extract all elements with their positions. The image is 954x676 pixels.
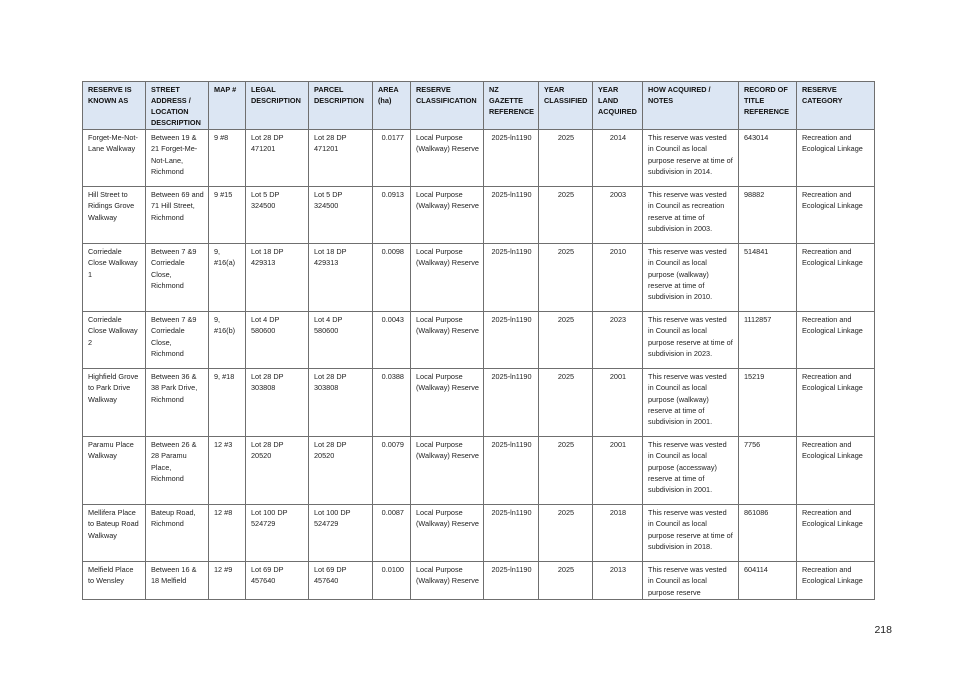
- cell-year-classified: 2025: [539, 505, 593, 562]
- cell-map: 9, #16(a): [209, 244, 246, 312]
- cell-title-reference: 861086: [739, 505, 797, 562]
- cell-how-acquired: This reserve was vested in Council as local purpose reserve at time of subdivision in 2023.: [643, 312, 739, 369]
- cell-year-classified: 2025: [539, 437, 593, 505]
- table-row: [83, 244, 875, 312]
- cell-reserve-name: Highfield Grove to Park Drive Walkway: [83, 369, 146, 437]
- cell-street-address: Between 36 & 38 Park Drive, Richmond: [146, 369, 209, 437]
- cell-reserve-category: Recreation and Ecological Linkage: [797, 437, 875, 505]
- cell-reserve-name: Corriedale Close Walkway 1: [83, 244, 146, 312]
- cell-reserve-name: Hill Street to Ridings Grove Walkway: [83, 187, 146, 244]
- cell-street-address: Between 7 &9 Corriedale Close, Richmond: [146, 244, 209, 312]
- cell-reserve-category: Recreation and Ecological Linkage: [797, 312, 875, 369]
- cell-reserve-classification: Local Purpose (Walkway) Reserve: [411, 244, 484, 312]
- cell-reserve-classification: Local Purpose (Walkway) Reserve: [411, 562, 484, 599]
- cell-gazette-reference: 2025-ln1190: [484, 369, 539, 437]
- cell-area: 0.0098: [373, 244, 411, 312]
- cell-how-acquired: This reserve was vested in Council as local purpose reserve at time of subdivision in 2018.: [643, 505, 739, 562]
- cell-reserve-category: Recreation and Ecological Linkage: [797, 505, 875, 562]
- header-map: MAP #: [209, 82, 246, 130]
- cell-street-address: Between 26 & 28 Paramu Place, Richmond: [146, 437, 209, 505]
- cell-map: 9 #15: [209, 187, 246, 244]
- cell-area: 0.0079: [373, 437, 411, 505]
- cell-title-reference: 514841: [739, 244, 797, 312]
- cell-legal-description: Lot 100 DP 524729: [246, 505, 309, 562]
- cell-parcel-description: Lot 100 DP 524729: [309, 505, 373, 562]
- reserves-table: [82, 81, 875, 600]
- header-reserve-name: RESERVE IS KNOWN AS: [83, 82, 146, 130]
- cell-area: 0.0177: [373, 130, 411, 187]
- cell-street-address: Bateup Road, Richmond: [146, 505, 209, 562]
- table-row: [83, 369, 875, 437]
- cell-legal-description: Lot 28 DP 303808: [246, 369, 309, 437]
- cell-year-acquired: 2013: [593, 562, 643, 599]
- cell-street-address: Between 7 &9 Corriedale Close, Richmond: [146, 312, 209, 369]
- cell-reserve-name: Forget-Me-Not-Lane Walkway: [83, 130, 146, 187]
- cell-legal-description: Lot 69 DP 457640: [246, 562, 309, 599]
- cell-how-acquired: This reserve was vested in Council as local purpose (accessway) reserve at time of subdivision in 2001.: [643, 437, 739, 505]
- cell-year-classified: 2025: [539, 187, 593, 244]
- cell-reserve-category: Recreation and Ecological Linkage: [797, 244, 875, 312]
- cell-street-address: Between 16 & 18 Melfield: [146, 562, 209, 599]
- cell-reserve-category: Recreation and Ecological Linkage: [797, 187, 875, 244]
- cell-parcel-description: Lot 28 DP 20520: [309, 437, 373, 505]
- cell-title-reference: 7756: [739, 437, 797, 505]
- cell-area: 0.0087: [373, 505, 411, 562]
- reserves-table-container: [82, 81, 874, 597]
- table-row: [83, 562, 875, 599]
- cell-legal-description: Lot 18 DP 429313: [246, 244, 309, 312]
- cell-year-classified: 2025: [539, 369, 593, 437]
- cell-gazette-reference: 2025-ln1190: [484, 244, 539, 312]
- cell-map: 9 #8: [209, 130, 246, 187]
- table-row: [83, 130, 875, 187]
- cell-year-acquired: 2018: [593, 505, 643, 562]
- cell-street-address: Between 69 and 71 Hill Street, Richmond: [146, 187, 209, 244]
- cell-gazette-reference: 2025-ln1190: [484, 187, 539, 244]
- cell-title-reference: 1112857: [739, 312, 797, 369]
- cell-reserve-classification: Local Purpose (Walkway) Reserve: [411, 187, 484, 244]
- header-year-classified: YEAR CLASSIFIED: [539, 82, 593, 130]
- cell-parcel-description: Lot 18 DP 429313: [309, 244, 373, 312]
- table-row: [83, 437, 875, 505]
- table-row: [83, 187, 875, 244]
- cell-reserve-classification: Local Purpose (Walkway) Reserve: [411, 505, 484, 562]
- cell-gazette-reference: 2025-ln1190: [484, 505, 539, 562]
- table-row: [83, 312, 875, 369]
- cell-parcel-description: Lot 28 DP 303808: [309, 369, 373, 437]
- header-parcel-description: PARCEL DESCRIPTION: [309, 82, 373, 130]
- cell-title-reference: 604114: [739, 562, 797, 599]
- cell-reserve-classification: Local Purpose (Walkway) Reserve: [411, 130, 484, 187]
- cell-gazette-reference: 2025-ln1190: [484, 312, 539, 369]
- cell-title-reference: 15219: [739, 369, 797, 437]
- cell-area: 0.0913: [373, 187, 411, 244]
- header-reserve-classification: RESERVE CLASSIFICATION: [411, 82, 484, 130]
- cell-map: 12 #9: [209, 562, 246, 599]
- cell-street-address: Between 19 & 21 Forget-Me-Not-Lane, Richmond: [146, 130, 209, 187]
- cell-legal-description: Lot 5 DP 324500: [246, 187, 309, 244]
- cell-legal-description: Lot 4 DP 580600: [246, 312, 309, 369]
- header-gazette-reference: NZ GAZETTE REFERENCE: [484, 82, 539, 130]
- cell-gazette-reference: 2025-ln1190: [484, 562, 539, 599]
- cell-map: 12 #3: [209, 437, 246, 505]
- cell-title-reference: 98882: [739, 187, 797, 244]
- cell-parcel-description: Lot 4 DP 580600: [309, 312, 373, 369]
- cell-how-acquired: This reserve was vested in Council as recreation reserve at time of subdivision in 2003.: [643, 187, 739, 244]
- cell-parcel-description: Lot 69 DP 457640: [309, 562, 373, 599]
- cell-how-acquired: This reserve was vested in Council as local purpose (walkway) reserve at time of subdivision in 2010.: [643, 244, 739, 312]
- header-title-reference: RECORD OF TITLE REFERENCE: [739, 82, 797, 130]
- page-number: 218: [874, 624, 892, 636]
- cell-year-acquired: 2014: [593, 130, 643, 187]
- cell-gazette-reference: 2025-ln1190: [484, 437, 539, 505]
- cell-legal-description: Lot 28 DP 20520: [246, 437, 309, 505]
- cell-parcel-description: Lot 28 DP 471201: [309, 130, 373, 187]
- cell-reserve-category: Recreation and Ecological Linkage: [797, 369, 875, 437]
- header-year-acquired: YEAR LAND ACQUIRED: [593, 82, 643, 130]
- cell-reserve-name: Melfield Place to Wensley: [83, 562, 146, 599]
- cell-map: 9, #18: [209, 369, 246, 437]
- cell-year-classified: 2025: [539, 244, 593, 312]
- cell-title-reference: 643014: [739, 130, 797, 187]
- cell-reserve-name: Corriedale Close Walkway 2: [83, 312, 146, 369]
- cell-map: 9, #16(b): [209, 312, 246, 369]
- cell-year-acquired: 2023: [593, 312, 643, 369]
- cell-reserve-classification: Local Purpose (Walkway) Reserve: [411, 312, 484, 369]
- cell-legal-description: Lot 28 DP 471201: [246, 130, 309, 187]
- cell-year-classified: 2025: [539, 312, 593, 369]
- cell-how-acquired: This reserve was vested in Council as local purpose (walkway) reserve at time of subdivision in 2001.: [643, 369, 739, 437]
- cell-year-acquired: 2010: [593, 244, 643, 312]
- cell-reserve-classification: Local Purpose (Walkway) Reserve: [411, 369, 484, 437]
- header-how-acquired: HOW ACQUIRED / NOTES: [643, 82, 739, 130]
- cell-area: 0.0043: [373, 312, 411, 369]
- header-legal-description: LEGAL DESCRIPTION: [246, 82, 309, 130]
- cell-year-classified: 2025: [539, 562, 593, 599]
- cell-year-acquired: 2003: [593, 187, 643, 244]
- cell-area: 0.0388: [373, 369, 411, 437]
- cell-year-classified: 2025: [539, 130, 593, 187]
- cell-area: 0.0100: [373, 562, 411, 599]
- cell-year-acquired: 2001: [593, 437, 643, 505]
- cell-reserve-category: Recreation and Ecological Linkage: [797, 130, 875, 187]
- cell-reserve-classification: Local Purpose (Walkway) Reserve: [411, 437, 484, 505]
- header-street-address: STREET ADDRESS / LOCATION DESCRIPTION: [146, 82, 209, 130]
- cell-map: 12 #8: [209, 505, 246, 562]
- header-reserve-category: RESERVE CATEGORY: [797, 82, 875, 130]
- table-header-row: [83, 82, 875, 130]
- cell-how-acquired: This reserve was vested in Council as local purpose reserve at time of subdivision in 2014.: [643, 130, 739, 187]
- cell-how-acquired: This reserve was vested in Council as local purpose reserve: [643, 562, 739, 599]
- cell-parcel-description: Lot 5 DP 324500: [309, 187, 373, 244]
- cell-gazette-reference: 2025-ln1190: [484, 130, 539, 187]
- cell-year-acquired: 2001: [593, 369, 643, 437]
- table-row: [83, 505, 875, 562]
- cell-reserve-category: Recreation and Ecological Linkage: [797, 562, 875, 599]
- header-area: AREA (ha): [373, 82, 411, 130]
- cell-reserve-name: Mellifera Place to Bateup Road Walkway: [83, 505, 146, 562]
- cell-reserve-name: Paramu Place Walkway: [83, 437, 146, 505]
